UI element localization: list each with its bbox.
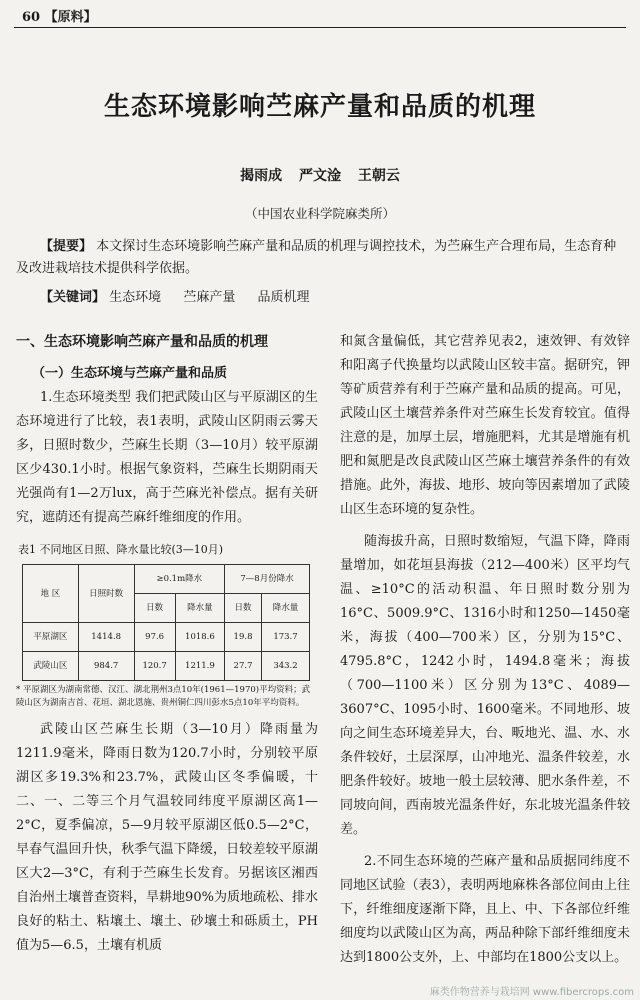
- keyword-item: 苎麻产量: [183, 290, 236, 305]
- table-cell: 27.7: [225, 652, 262, 681]
- subsection-heading: （一）生态环境与苎麻产量和品质: [32, 366, 228, 381]
- page-header: 60 【原料】: [22, 10, 97, 25]
- table-cell: 120.7: [134, 652, 175, 681]
- abstract-tag: 【提要】: [40, 239, 93, 254]
- table-header: 日数: [134, 594, 175, 623]
- table-cell: 1018.6: [175, 623, 224, 652]
- article-title: 生态环境影响苎麻产量和品质的机理: [103, 92, 536, 122]
- table-header: 降水量: [261, 594, 309, 623]
- table-cell: 平原湖区: [23, 623, 79, 652]
- table-cell: 173.7: [261, 623, 309, 652]
- right-column: [340, 330, 630, 970]
- table-header: 日数: [225, 594, 262, 623]
- table-row: [23, 652, 310, 681]
- table-cell: 97.6: [134, 623, 175, 652]
- table-header: 7—8月份降水: [225, 565, 310, 594]
- paragraph: 2.不同生态环境的苎麻产量和品质据同纬度不同地区试验（表3），表明两地麻株各部位间由上往下，纤维细度逐渐下降，且上、中、下各部位纤维细度均以武陵山区为高，两品种除下部纤维细度未达到1800公支外，上、中部均在1800公支以上。: [340, 854, 630, 965]
- keyword-item: 品质机理: [257, 290, 310, 305]
- table-cell: 武陵山区: [23, 652, 79, 681]
- table-header: 日照时数: [78, 565, 134, 623]
- table-cell: 1211.9: [175, 652, 224, 681]
- paragraph: 和氮含量偏低，其它营养见表2，速效钾、有效锌和阳离子代换量均以武陵山区较丰富。据研究，钾等矿质营养有利于苎麻产量和品质的提高。可见，武陵山区土壤营养条件对苎麻生长发育较宜。值得注意的是，加厚土层，增施肥料，尤其是增施有机肥和氮肥是改良武陵山区苎麻土壤营养条件的有效措施。此外，海拔、地形、坡向等因素增加了武陵山区生态环境的复杂性。: [340, 334, 630, 517]
- header-rule: [14, 27, 626, 28]
- paragraph: 1.生态环境类型 我们把武陵山区与平原湖区的生态环境进行了比较，表1表明，武陵山区阴雨云雾天多，日照时数少，苎麻生长期（3—10月）较平原湖区少430.1小时。根据气象资料，苎麻生长期阴雨天光强尚有1—2万lux，高于苎麻光补偿点。据有关研究，遮荫还有提高苎麻纤维细度的作用。: [16, 390, 318, 525]
- affiliation: （中国农业科学院麻类所）: [244, 206, 395, 221]
- table-cell: 19.8: [225, 623, 262, 652]
- table-cell: 1414.8: [78, 623, 134, 652]
- author-list: 揭雨成 严文淦 王朝云: [240, 168, 400, 184]
- watermark: 麻类作物营养与栽培网 www.fibercrops.com: [429, 987, 634, 998]
- table-caption: 表1 不同地区日照、降水量比较(3—10月): [18, 543, 224, 556]
- section-heading: 一、生态环境影响苎麻产量和品质的机理: [16, 334, 268, 350]
- paragraph: 武陵山区苎麻生长期（3—10月）降雨量为1211.9毫米，降雨日数为120.7小时，分别较平原湖区多19.3%和23.7%，武陵山区冬季偏暖，十二、一、二等三个月气温较同纬度平原湖区高1—2°C，夏季偏凉，5—9月较平原湖区低0.5—2°C，早春气温回升快，秋季气温下降缓，日较差较平原湖区大2—3°C，有利于苎麻生长发育。另据该区湘西自治州土壤普查资料，旱耕地90%为质地疏松、排水良好的粘土、粘壤土、壤土、砂壤土和砾质土，PH值为5—6.5，土壤有机质: [16, 722, 318, 953]
- table-header: 降水量: [175, 594, 224, 623]
- table-cell: 343.2: [261, 652, 309, 681]
- table-header: 地 区: [23, 565, 79, 623]
- table-row: [23, 623, 310, 652]
- paragraph: 随海拔升高，日照时数缩短，气温下降，降雨量增加，如花垣县海拔（212—400米）区平均气温、≥10°C的活动积温、年日照时数分别为16°C、5009.9°C、1316小时和1250—1450毫米，海拔（400—700米）区，分别为15°C、4795.8°C，1242小时，1494.8毫米；海拔（700—1100米）区分别为13°C、4089—3607°C、1095小时、1600毫米。不同地形、坡向之间生态环境差异大，台、畈地光、温、水、水条件较好，土层深厚，山冲地光、温条件较差，水肥条件较好。坡地一般土层较薄、肥水条件差，不同坡向间，西南坡光温条件好，东北坡光温条件较差。: [340, 534, 630, 837]
- keywords: [40, 286, 327, 305]
- keyword-item: 生态环境: [109, 290, 162, 305]
- table-header: ≥0.1m降水: [134, 565, 225, 594]
- data-table: [22, 564, 310, 681]
- table-cell: 984.7: [78, 652, 134, 681]
- keywords-tag: 【关键词】: [40, 290, 106, 305]
- abstract: [16, 236, 626, 280]
- abstract-text: 本文探讨生态环境影响苎麻产量和品质的机理与调控技术，为苎麻生产合理布局，生态育种及改进栽培技术提供科学依据。: [16, 239, 617, 276]
- table-note: * 平原湖区为湖南常德、汉江、湖北荆州3点10年(1961—1970)平均资料；武陵山区为湖南吉首、花垣、湖北恩施、贵州铜仁四川彭水5点10年平均资料。: [16, 685, 311, 708]
- left-column: [16, 330, 318, 958]
